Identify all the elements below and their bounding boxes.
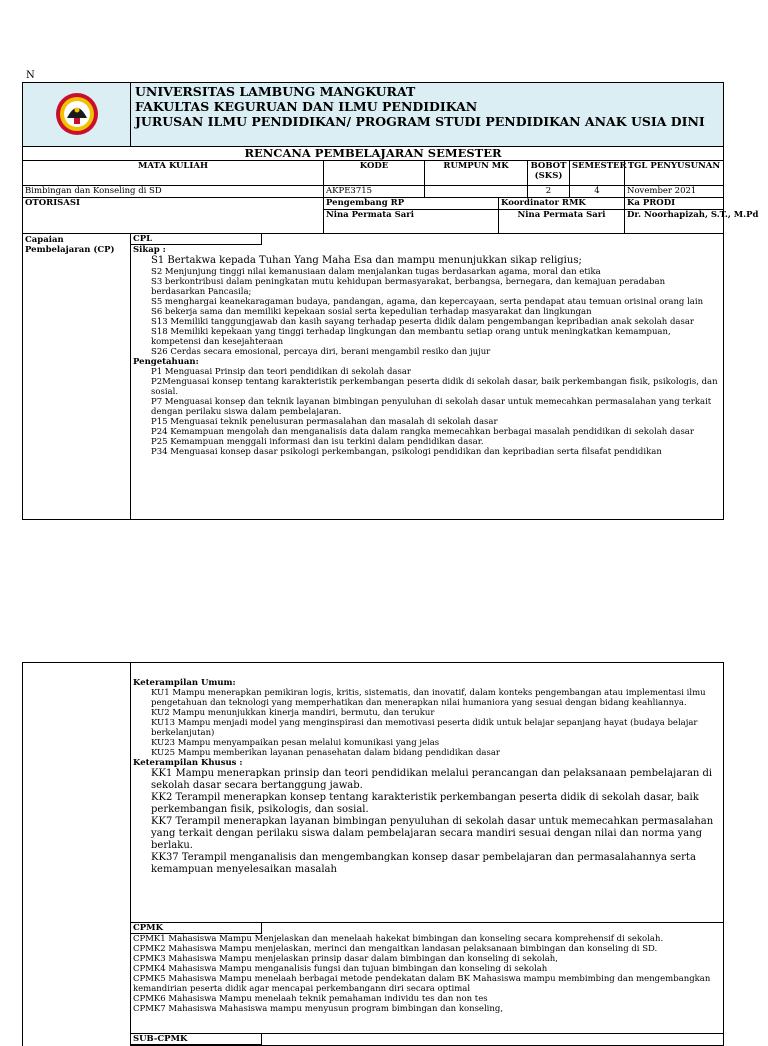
cpmk-item: CPMK6 Mahasiswa Mampu menelaah teknik pemahaman individu tes dan non tes (133, 994, 488, 1004)
document-title: RENCANA PEMBELAJARAN SEMESTER (23, 147, 724, 161)
course-semester: 4 (570, 186, 625, 198)
sikap-item: S18 Memiliki kepekaan yang tinggi terhadap lingkungan dan membantu setiap orang untuk meningkatkan kemampuan, kompetensi dan kesejahteraan (151, 327, 671, 347)
sikap-item: S5 menghargai keanekaragaman budaya, pandangan, agama, dan kepercayaan, serta pendapat atau temuan orisinal orang lain (151, 297, 704, 307)
koordinator-label: Koordinator RMK (499, 198, 625, 210)
kk-item: KK7 Terampil menerapkan layanan bimbingan penyuluhan di sekolah dasar untuk memecahkan permasalahan yang terkait dengan perilaku siswa dalam pembelajaran secara mandiri sesuai dengan nilai dan norma yang berlaku. (151, 816, 714, 851)
kaprodi-name: Dr. Noorhapizah, S.T., M.Pd (625, 210, 724, 234)
logo-cell (23, 83, 131, 147)
capaian-label: Capaian Pembelajaran (CP) (23, 234, 131, 520)
ku-item: KU25 Mampu memberikan layanan penasehatan dalam bidang pendidikan dasar (151, 748, 500, 758)
department-name: JURUSAN ILMU PENDIDIKAN/ PROGRAM STUDI PENDIDIKAN ANAK USIA DINI (135, 114, 705, 129)
corner-mark: N (26, 70, 35, 81)
sub-cpmk-label: SUB-CPMK (130, 1033, 262, 1045)
ku-item: KU1 Mampu menerapkan pemikiran logis, kritis, sistematis, dan inovatif, dalam konteks pengembangan atau implementasi ilmu pengetahuan dan teknologi yang memperhatikan dan menerapkan nilai humaniora yang sesuai dengan bidang keahliannya. (151, 688, 706, 708)
sikap-item: S13 Memiliki tanggungjawab dan kasih sayang terhadap peserta didik dalam pengembangan kepribadian anak sekolah dasar (151, 317, 694, 327)
sikap-item: S6 bekerja sama dan memiliki kepekaan sosial serta kepedulian terhadap masyarakat dan lingkungan (151, 307, 592, 317)
pengetahuan-item: P15 Menguasai teknik penelusuran permasalahan dan masalah di sekolah dasar (151, 417, 498, 427)
sikap-item: S26 Cerdas secara emosional, percaya diri, berani mengambil resiko dan jujur (151, 347, 491, 357)
course-code: AKPE3715 (324, 186, 425, 198)
kk-item: KK1 Mampu menerapkan prinsip dan teori pendidikan melalui perancangan dan pelaksanaan pembelajaran di sekolah dasar secara bertanggung jawab. (151, 768, 713, 791)
col-header-rumpun: RUMPUN MK (425, 161, 528, 186)
sikap-item: S2 Menjunjung tinggi nilai kemanusiaan dalam menjalankan tugas berdasarkan agama, moral dan etika (151, 267, 601, 277)
cpmk-label: CPMK (130, 922, 262, 934)
kaprodi-label: Ka PRODI (625, 198, 724, 210)
kk-item: KK2 Terampil menerapkan konsep tentang karakteristik perkembangan peserta didik di sekolah dasar, baik perkembangan fisik, psikologis, dan sosial. (151, 792, 699, 815)
kk-label: Keterampilan Khusus : (133, 758, 243, 768)
pengetahuan-label: Pengetahuan: (133, 357, 199, 367)
ku-item: KU23 Mampu menyampaikan pesan melalui komunikasi yang jelas (151, 738, 440, 748)
ku-item: KU2 Mampu menunjukkan kinerja mandiri, bermutu, dan terukur (151, 708, 435, 718)
koordinator-name: Nina Permata Sari (499, 210, 625, 234)
course-date: November 2021 (625, 186, 724, 198)
col-header-semester: SEMESTER (570, 161, 625, 186)
pengembang-name: Nina Permata Sari (324, 210, 499, 234)
university-logo (55, 92, 99, 136)
pengetahuan-item: P1 Menguasai Prinsip dan teori pendidikan di sekolah dasar (151, 367, 411, 377)
rps-continuation-table (22, 662, 724, 1046)
sikap-item: S1 Bertakwa kepada Tuhan Yang Maha Esa dan mampu menunjukkan sikap religius; (151, 255, 582, 266)
cpmk-item: CPMK3 Mahasiswa Mampu menjelaskan prinsip dasar dalam bimbingan dan konseling di sekolah, (133, 954, 558, 964)
cpmk-item: CPMK4 Mahasiswa Mampu menganalisis fungsi dan tujuan bimbingan dan konseling di sekolah (133, 964, 548, 974)
course-rumpun (425, 186, 528, 198)
course-name: Bimbingan dan Konseling di SD (23, 186, 324, 198)
university-name: UNIVERSITAS LAMBUNG MANGKURAT (135, 84, 416, 99)
cpmk-item: CPMK5 Mahasiswa Mampu menelaah berbagai metode pendekatan dalam BK Mahasiswa mampu membimbing dan mengembangkan kemandirian peserta didik agar mencapai perkembangann diri secara optimal (133, 974, 711, 994)
sikap-label: Sikap : (133, 245, 166, 255)
pengetahuan-item: P24 Kemampuan mengolah dan menganalisis data dalam rangka memecahkan berbagai masalah pendidikan di sekolah dasar (151, 427, 694, 437)
ku-item: KU13 Mampu menjadi model yang menginspirasi dan memotivasi peserta didik untuk belajar sepanjang hayat (budaya belajar berkelanjutan) (151, 718, 698, 738)
col-header-bobot: BOBOT (SKS) (528, 161, 570, 186)
col-header-mata-kuliah: MATA KULIAH (23, 161, 324, 186)
pengetahuan-item: P25 Kemampuan menggali informasi dan isu terkini dalam pendidikan dasar. (151, 437, 484, 447)
cpmk-item: CPMK2 Mahasiswa Mampu menjelaskan, merinci dan mengaitkan landasan pelaksanaan bimbingan dan konseling di SD. (133, 944, 658, 954)
pengetahuan-item: P7 Menguasai konsep dan teknik layanan bimbingan penyuluhan di sekolah dasar untuk memecahkan permasalahan yang terkait dengan perilaku siswa dalam pembelajaran. (151, 397, 712, 417)
cpl-label: CPL (130, 233, 262, 245)
rps-header-table (22, 82, 759, 520)
ku-label: Keterampilan Umum: (133, 678, 236, 688)
col-header-tgl: TGL PENYUSUNAN (625, 161, 724, 186)
kk-item: KK37 Terampil menganalisis dan mengembangkan konsep dasar pembelajaran dan permasalahannya serta kemampuan menyelesaikan masalah (151, 852, 696, 875)
faculty-name: FAKULTAS KEGURUAN DAN ILMU PENDIDIKAN (135, 99, 478, 114)
course-bobot: 2 (528, 186, 570, 198)
pengetahuan-item: P34 Menguasai konsep dasar psikologi perkembangan, psikologi pendidikan dan kepribadian serta filsafat pendidikan (151, 447, 662, 457)
cpmk-item: CPMK1 Mahasiswa Mampu Menjelaskan dan menelaah hakekat bimbingan dan konseling secara komprehensif di sekolah. (133, 934, 664, 944)
pengembang-label: Pengembang RP (324, 198, 499, 210)
pengetahuan-item: P2Menguasai konsep tentang karakteristik perkembangan peserta didik di sekolah dasar, baik perkembangan fisik, psikologis, dan sosial. (151, 377, 718, 397)
cpmk-item: CPMK7 Mahasiswa Mahasiswa mampu menyusun program bimbingan dan konseling, (133, 1004, 504, 1014)
col-header-kode: KODE (324, 161, 425, 186)
continuation-left-cell (23, 663, 131, 1046)
sikap-item: S3 berkontribusi dalam peningkatan mutu kehidupan bermasyarakat, berbangsa, bernegara, dan kemajuan peradaban berdasarkan Pancasila; (151, 277, 666, 297)
otorisasi-label: OTORISASI (23, 198, 324, 234)
